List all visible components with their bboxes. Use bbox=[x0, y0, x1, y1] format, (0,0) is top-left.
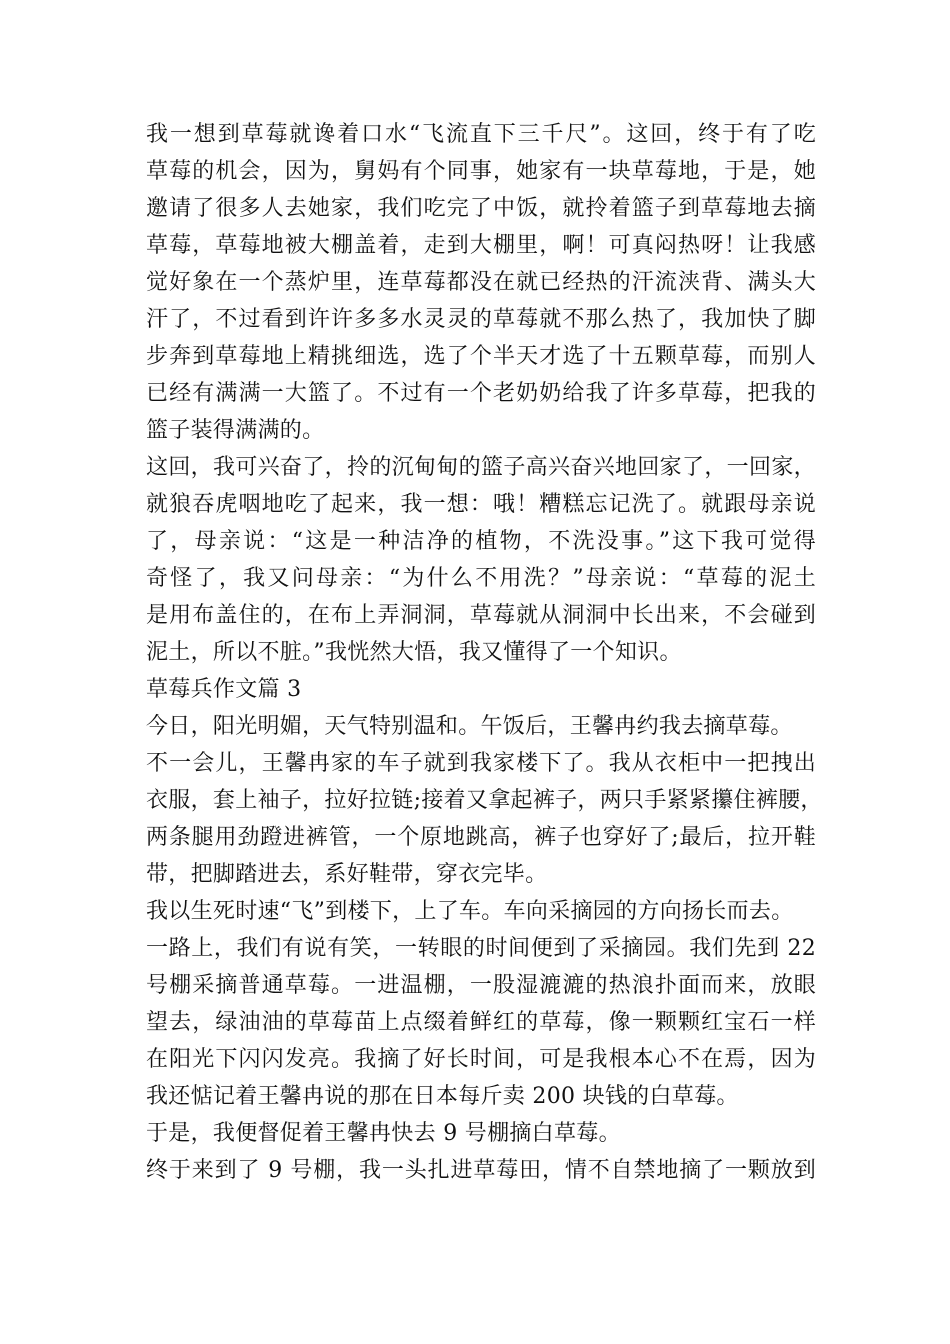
text-line: 篮子装得满满的。 bbox=[146, 418, 325, 443]
text-line: 草莓，草莓地被大棚盖着，走到大棚里，啊！可真闷热呀！让我感 bbox=[146, 233, 816, 258]
text-line: 奇怪了，我又问母亲：“为什么不用洗？”母亲说：“草莓的泥土 bbox=[146, 566, 816, 591]
text-line: 是用布盖住的，在布上弄洞洞，草莓就从洞洞中长出来，不会碰到 bbox=[146, 603, 816, 628]
text-line: 邀请了很多人去她家，我们吃完了中饭，就拎着篮子到草莓地去摘 bbox=[146, 196, 816, 221]
text-line: 号棚采摘普通草莓。一进温棚，一股湿漉漉的热浪扑面而来，放眼 bbox=[146, 973, 816, 998]
text-line: 今日，阳光明媚，天气特别温和。午饭后，王馨冉约我去摘草莓。 bbox=[146, 714, 793, 739]
text-line: 这回，我可兴奋了，拎的沉甸甸的篮子高兴奋兴地回家了，一回家， bbox=[146, 455, 816, 480]
text-line: 衣服，套上袖子，拉好拉链;接着又拿起裤子，两只手紧紧攥住裤腰， bbox=[146, 788, 823, 813]
text-line: 了，母亲说：“这是一种洁净的植物，不洗没事。”这下我可觉得 bbox=[146, 529, 816, 554]
text-line: 我还惦记着王馨冉说的那在日本每斤卖 200 块钱的白草莓。 bbox=[146, 1084, 739, 1109]
text-line: 草莓的机会，因为，舅妈有个同事，她家有一块草莓地，于是，她 bbox=[146, 159, 816, 184]
text-line: 我以生死时速“飞”到楼下，上了车。车向采摘园的方向扬长而去。 bbox=[146, 899, 794, 924]
text-line: 我一想到草莓就谗着口水“飞流直下三千尺”。这回，终于有了吃 bbox=[146, 122, 816, 147]
article-body bbox=[146, 116, 823, 1189]
text-line: 就狼吞虎咽地吃了起来，我一想：哦！糟糕忘记洗了。就跟母亲说 bbox=[146, 492, 816, 517]
text-line: 觉好象在一个蒸炉里，连草莓都没在就已经热的汗流浃背、满头大 bbox=[146, 270, 816, 295]
text-line: 望去，绿油油的草莓苗上点缀着鲜红的草莓，像一颗颗红宝石一样 bbox=[146, 1010, 816, 1035]
text-line: 步奔到草莓地上精挑细选，选了个半天才选了十五颗草莓，而别人 bbox=[146, 344, 816, 369]
text-line: 泥土，所以不脏。”我恍然大悟，我又懂得了一个知识。 bbox=[146, 640, 682, 665]
section-heading: 草莓兵作文篇 3 bbox=[146, 677, 302, 702]
text-line: 一路上，我们有说有笑，一转眼的时间便到了采摘园。我们先到 22 bbox=[146, 936, 816, 961]
text-line: 汗了，不过看到许许多多水灵灵的草莓就不那么热了，我加快了脚 bbox=[146, 307, 816, 332]
text-line: 带，把脚踏进去，系好鞋带，穿衣完毕。 bbox=[146, 862, 548, 887]
text-line: 终于来到了 9 号棚，我一头扎进草莓田，情不自禁地摘了一颗放到 bbox=[146, 1158, 816, 1183]
text-line: 不一会儿，王馨冉家的车子就到我家楼下了。我从衣柜中一把拽出 bbox=[146, 751, 816, 776]
text-line: 已经有满满一大篮了。不过有一个老奶奶给我了许多草莓，把我的 bbox=[146, 381, 816, 406]
text-line: 于是，我便督促着王馨冉快去 9 号棚摘白草莓。 bbox=[146, 1121, 621, 1146]
text-line: 在阳光下闪闪发亮。我摘了好长时间，可是我根本心不在焉，因为 bbox=[146, 1047, 816, 1072]
text-line: 两条腿用劲蹬进裤管，一个原地跳高，裤子也穿好了;最后，拉开鞋 bbox=[146, 825, 816, 850]
